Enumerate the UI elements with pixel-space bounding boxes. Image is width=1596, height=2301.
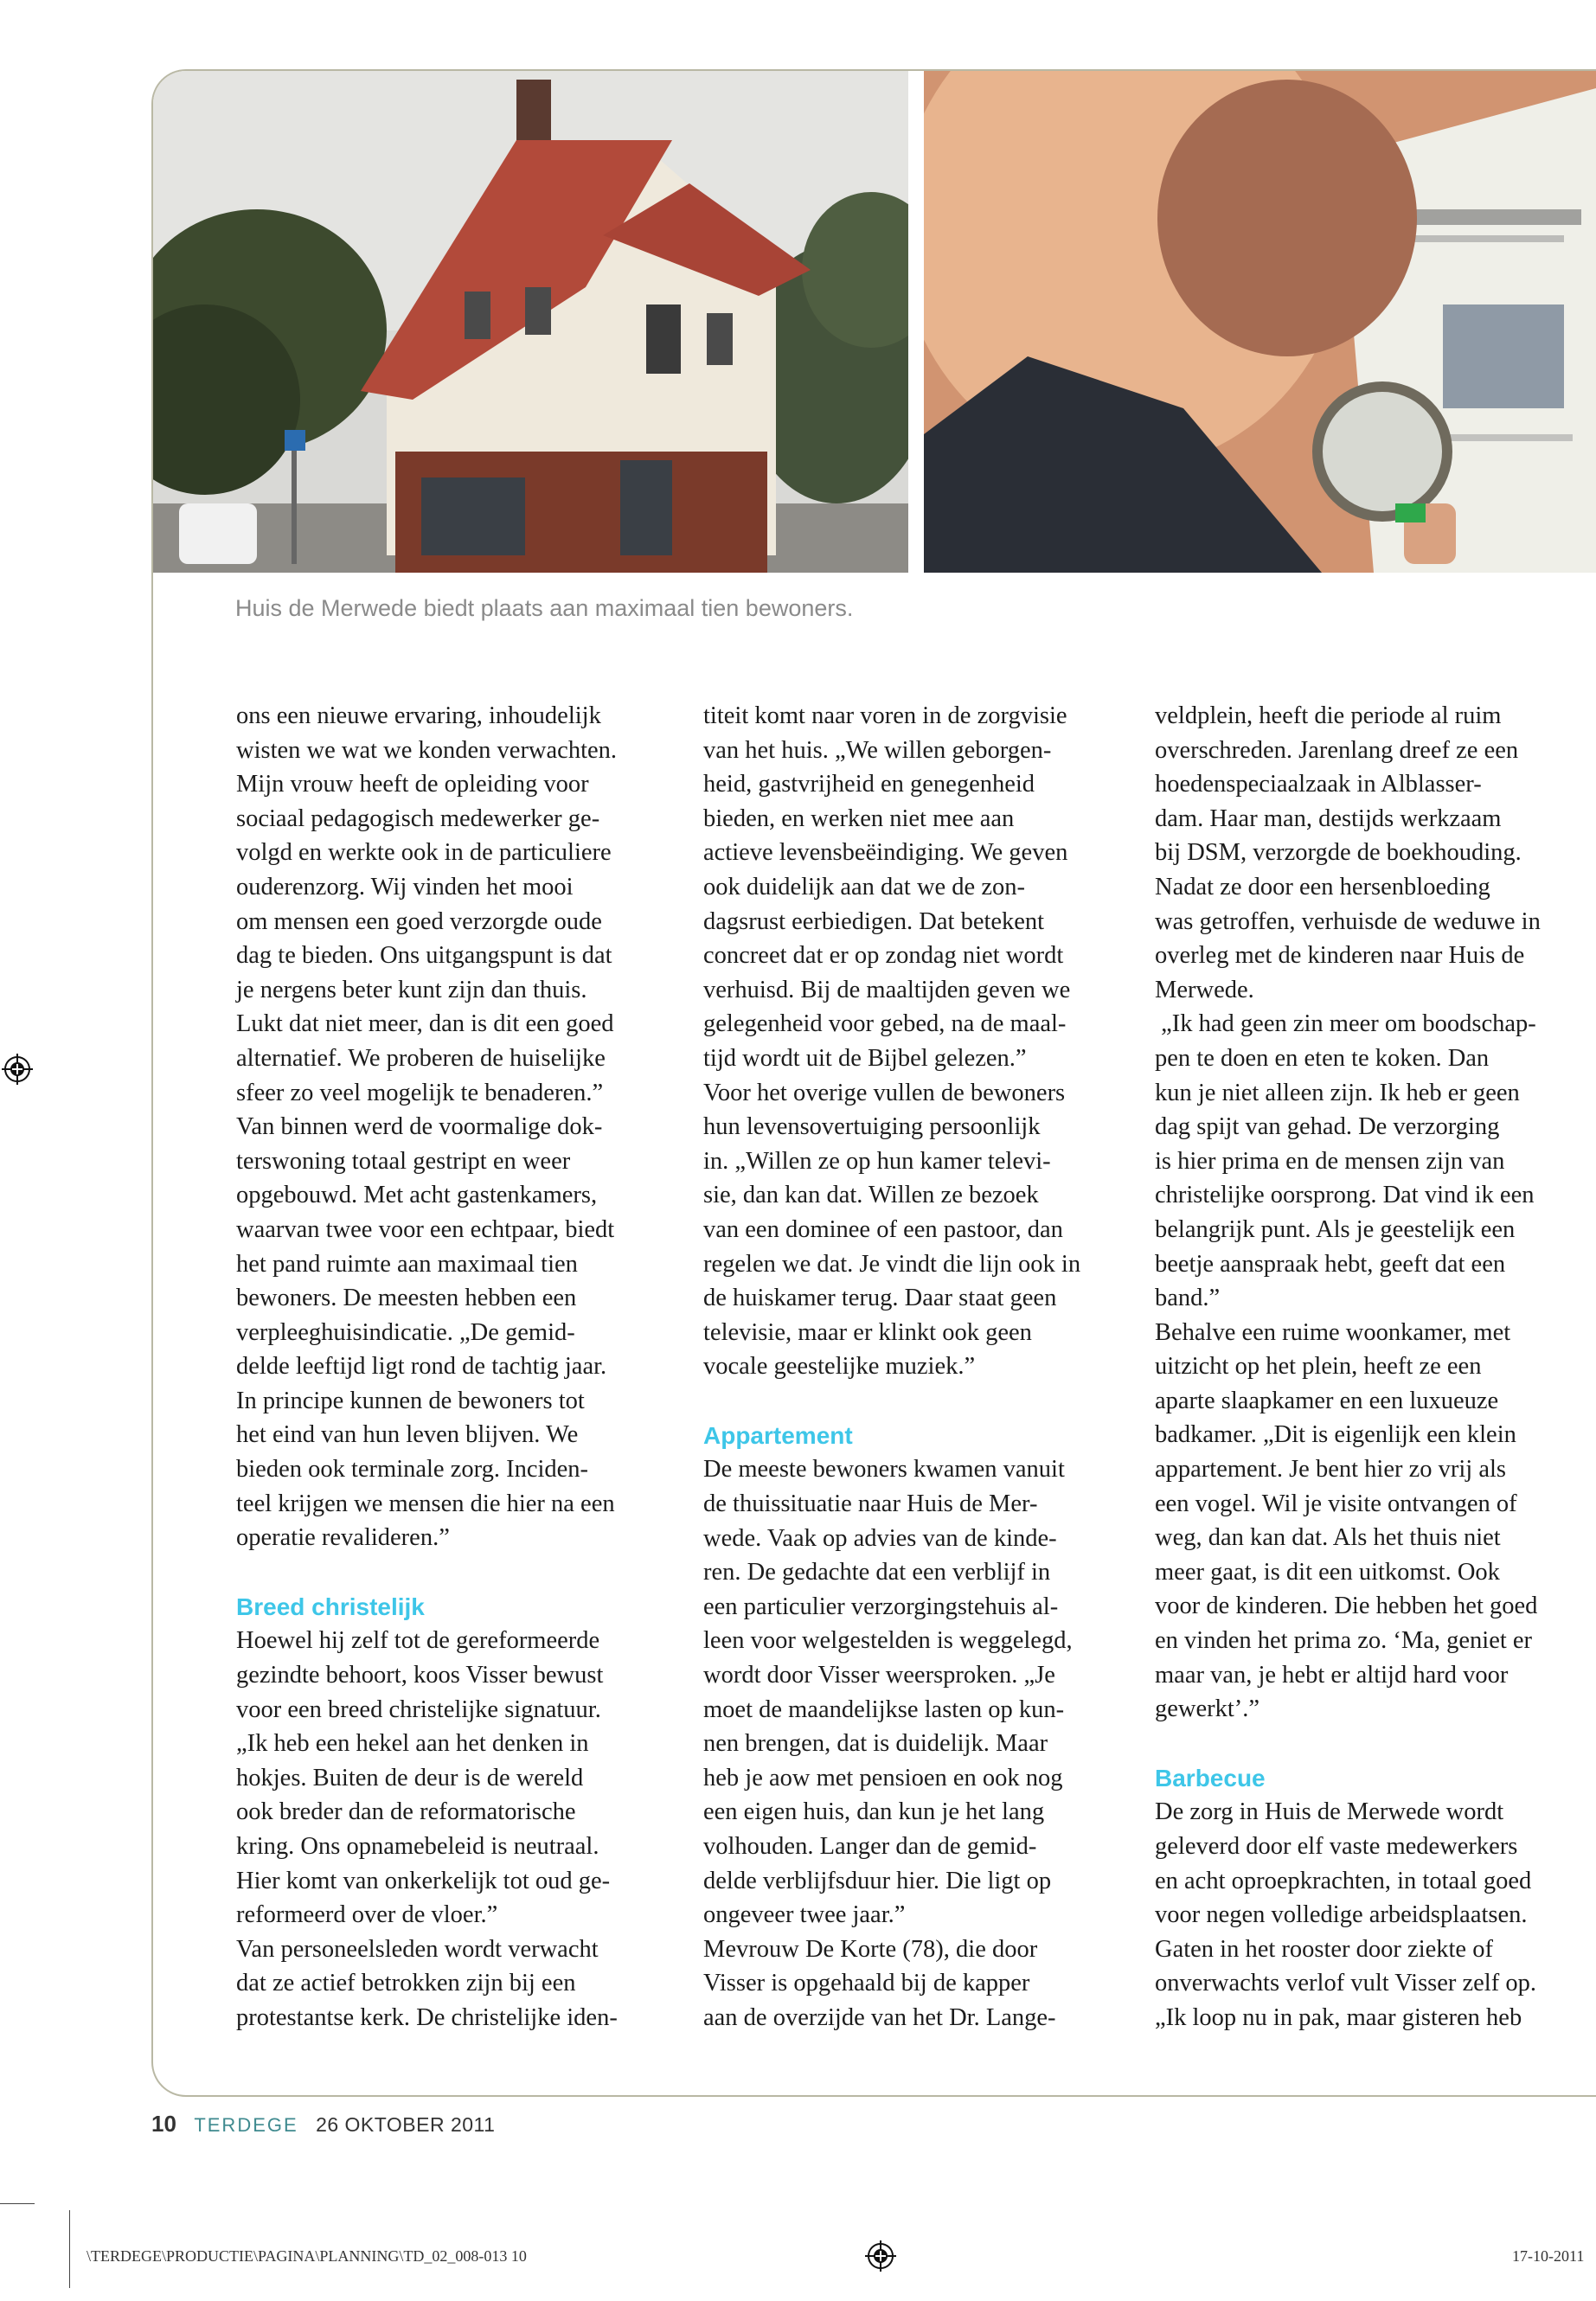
text-line: van een dominee of een pastoor, dan: [703, 1215, 1063, 1243]
page-number: 10: [151, 2111, 176, 2137]
text-line: wordt door Visser weersproken. „Je: [703, 1662, 1055, 1689]
text-line: en vinden het prima zo. ‘Ma, geniet er: [1155, 1627, 1533, 1655]
text-line: waarvan twee voor een echtpaar, biedt: [236, 1215, 615, 1243]
text-line: voor de kinderen. Die hebben het goed: [1155, 1593, 1538, 1620]
text-line: Behalve een ruime woonkamer, met: [1155, 1318, 1511, 1346]
text-line: voor negen volledige arbeidsplaatsen.: [1155, 1901, 1528, 1929]
text-line: hun levensovertuiging persoonlijk: [703, 1113, 1041, 1141]
text-line: Lukt dat niet meer, dan is dit een goed: [236, 1010, 614, 1038]
text-line: Van personeelsleden wordt verwacht: [236, 1935, 599, 1963]
text-line: band.”: [1155, 1285, 1221, 1312]
text-line: onverwachts verlof vult Visser zelf op.: [1155, 1970, 1536, 1997]
text-line: concreet dat er op zondag niet wordt: [703, 942, 1064, 970]
body-paragraph: [236, 1624, 677, 2035]
text-line: bieden, en werken niet mee aan: [703, 804, 1015, 832]
text-line: om mensen een goed verzorgde oude: [236, 907, 602, 935]
text-line: verhuisd. Bij de maaltijden geven we: [703, 976, 1071, 1003]
text-line: terswoning totaal gestript en weer: [236, 1147, 571, 1175]
text-line: volhouden. Langer dan de gemid-: [703, 1833, 1037, 1860]
crop-mark: [69, 2210, 70, 2288]
issue-date: 26 OKTOBER 2011: [316, 2113, 496, 2136]
text-line: beetje aanspraak hebt, geeft dat een: [1155, 1250, 1506, 1278]
paragraph-gap: [1155, 1727, 1596, 1761]
text-line: voor een breed christelijke signatuur.: [236, 1695, 601, 1723]
text-line: bieden ook terminale zorg. Inciden-: [236, 1456, 589, 1484]
text-line: bewoners. De meesten hebben een: [236, 1285, 577, 1312]
text-line: De zorg in Huis de Merwede wordt: [1155, 1798, 1504, 1826]
text-line: kun je niet alleen zijn. Ik heb er geen: [1155, 1079, 1520, 1106]
text-line: delde verblijfsduur hier. Die ligt op: [703, 1867, 1052, 1894]
body-paragraph: [703, 1452, 1144, 2035]
text-line: hokjes. Buiten de deur is de wereld: [236, 1764, 584, 1791]
body-paragraph: [236, 699, 677, 1555]
text-line: operatie revalideren.”: [236, 1524, 450, 1552]
text-line: ren. De gedachte dat een verblijf in: [703, 1559, 1051, 1586]
section-subheading: Barbecue: [1155, 1764, 1266, 1791]
text-line: Van binnen werd de voormalige dok-: [236, 1113, 603, 1141]
text-line: In principe kunnen de bewoners tot: [236, 1387, 585, 1414]
text-line: De meeste bewoners kwamen vanuit: [703, 1456, 1065, 1484]
text-line: aan de overzijde van het Dr. Lange-: [703, 2003, 1056, 2031]
text-line: is hier prima en de mensen zijn van: [1155, 1147, 1505, 1175]
body-paragraph: [1155, 699, 1596, 1727]
text-line: moet de maandelijkse lasten op kun-: [703, 1695, 1065, 1723]
text-line: alternatief. We proberen de huiselijke: [236, 1044, 606, 1072]
production-slug: \TERDEGE\PRODUCTIE\PAGINA\PLANNING\TD_02_008-013 10: [87, 2247, 527, 2265]
text-line: protestantse kerk. De christelijke iden-: [236, 2003, 618, 2031]
text-line: en acht oproepkrachten, in totaal goed: [1155, 1867, 1532, 1894]
text-line: opgebouwd. Met acht gastenkamers,: [236, 1182, 598, 1209]
text-line: Mevrouw De Korte (78), die door: [703, 1935, 1038, 1963]
text-line: een eigen huis, dan kun je het lang: [703, 1798, 1045, 1826]
body-paragraph: [703, 699, 1144, 1384]
text-line: dat ze actief betrokken zijn bij een: [236, 1970, 576, 1997]
reader-photo: [924, 71, 1596, 573]
text-line: gewerkt’.”: [1155, 1695, 1260, 1723]
text-line: ook duidelijk aan dat we de zon-: [703, 873, 1025, 901]
text-line: ongeveer twee jaar.”: [703, 1901, 906, 1929]
text-line: verpleeghuisindicatie. „De gemid-: [236, 1318, 575, 1346]
crop-mark: [0, 2203, 35, 2204]
text-line: aparte slaapkamer en een luxueuze: [1155, 1387, 1499, 1414]
text-line: ons een nieuwe ervaring, inhoudelijk: [236, 702, 601, 729]
text-line: gezindte behoort, koos Visser bewust: [236, 1662, 604, 1689]
text-line: tijd wordt uit de Bijbel gelezen.”: [703, 1044, 1027, 1072]
text-line: Merwede.: [1155, 976, 1254, 1003]
section-subheading: Breed christelijk: [236, 1593, 425, 1620]
text-line: ook breder dan de reformatorische: [236, 1798, 576, 1826]
text-line: overleg met de kinderen naar Huis de: [1155, 942, 1525, 970]
house-illustration: [153, 71, 908, 573]
text-line: een vogel. Wil je visite ontvangen of: [1155, 1490, 1517, 1517]
text-line: van het huis. „We willen geborgen-: [703, 736, 1052, 764]
text-line: het eind van hun leven blijven. We: [236, 1421, 579, 1449]
text-line: dag spijt van gehad. De verzorging: [1155, 1113, 1500, 1141]
text-line: was getroffen, verhuisde de weduwe in: [1155, 907, 1541, 935]
text-line: Gaten in het rooster door ziekte of: [1155, 1935, 1493, 1963]
text-line: wede. Vaak op advies van de kinde-: [703, 1524, 1057, 1552]
text-line: appartement. Je bent hier zo vrij als: [1155, 1456, 1506, 1484]
text-line: pen te doen en eten te koken. Dan: [1155, 1044, 1490, 1072]
text-line: televisie, maar er klinkt ook geen: [703, 1318, 1032, 1346]
text-line: sociaal pedagogisch medewerker ge-: [236, 804, 600, 832]
text-line: Hier komt van onkerkelijk tot oud ge-: [236, 1867, 611, 1894]
paragraph-gap: [703, 1384, 1144, 1419]
registration-mark-icon: [2, 1054, 33, 1085]
text-line: Visser is opgehaald bij de kapper: [703, 1970, 1030, 1997]
text-line: weg, dan kan dat. Als het thuis niet: [1155, 1524, 1501, 1552]
text-line: Voor het overige vullen de bewoners: [703, 1079, 1066, 1106]
text-line: je nergens beter kunt zijn dan thuis.: [236, 976, 587, 1003]
text-line: delde leeftijd ligt rond de tachtig jaar.: [236, 1353, 607, 1381]
text-column-1: [236, 699, 677, 2035]
text-line: heid, gastvrijheid en genegenheid: [703, 771, 1035, 798]
text-line: veldplein, heeft die periode al ruim: [1155, 702, 1502, 729]
text-line: titeit komt naar voren in de zorgvisie: [703, 702, 1067, 729]
text-line: actieve levensbeëindiging. We geven: [703, 839, 1068, 867]
text-line: het pand ruimte aan maximaal tien: [236, 1250, 578, 1278]
paragraph-gap: [236, 1555, 677, 1590]
text-line: meer gaat, is dit een uitkomst. Ook: [1155, 1558, 1500, 1586]
production-date: 17-10-2011: [1512, 2247, 1585, 2265]
text-line: uitzicht op het plein, heeft ze een: [1155, 1353, 1482, 1381]
page-footer: [151, 2111, 495, 2138]
text-column-3: [1155, 699, 1596, 2035]
text-line: kring. Ons opnamebeleid is neutraal.: [236, 1833, 599, 1860]
text-line: dag te bieden. Ons uitgangspunt is dat: [236, 942, 612, 970]
text-line: heb je aow met pensioen en ook nog: [703, 1764, 1063, 1791]
text-line: „Ik had geen zin meer om boodschap-: [1155, 1010, 1536, 1038]
text-line: maar van, je hebt er altijd hard voor: [1155, 1661, 1509, 1689]
text-column-2: [703, 699, 1144, 2035]
text-line: dam. Haar man, destijds werkzaam: [1155, 804, 1502, 832]
text-line: reformeerd over de vloer.”: [236, 1901, 498, 1929]
text-line: leen voor welgestelden is weggelegd,: [703, 1627, 1073, 1655]
text-line: ouderenzorg. Wij vinden het mooi: [236, 873, 574, 901]
text-line: gelegenheid voor gebed, na de maal-: [703, 1010, 1067, 1038]
text-line: overschreden. Jarenlang dreef ze een: [1155, 736, 1519, 764]
text-line: Mijn vrouw heeft de opleiding voor: [236, 771, 589, 798]
text-line: sie, dan kan dat. Willen ze bezoek: [703, 1182, 1039, 1209]
text-line: Hoewel hij zelf tot de gereformeerde: [236, 1627, 600, 1655]
text-line: volgd en werkte ook in de particuliere: [236, 839, 612, 867]
house-photo: [153, 71, 908, 573]
magazine-name: TERDEGE: [194, 2114, 298, 2136]
text-line: dagsrust eerbiedigen. Dat betekent: [703, 907, 1045, 935]
text-line: belangrijk punt. Als je geestelijk een: [1155, 1215, 1516, 1243]
text-line: de thuissituatie naar Huis de Mer-: [703, 1490, 1038, 1518]
text-line: in. „Willen ze op hun kamer televi-: [703, 1147, 1051, 1175]
text-line: „Ik heb een hekel aan het denken in: [236, 1730, 589, 1758]
text-line: Nadat ze door een hersenbloeding: [1155, 873, 1490, 901]
reader-illustration: [924, 71, 1596, 573]
text-line: bij DSM, verzorgde de boekhouding.: [1155, 839, 1522, 867]
text-line: geleverd door elf vaste medewerkers: [1155, 1833, 1518, 1860]
registration-mark-icon: [865, 2240, 896, 2272]
text-line: vocale geestelijke muziek.”: [703, 1353, 976, 1381]
text-line: christelijke oorsprong. Dat vind ik een: [1155, 1182, 1535, 1209]
text-line: „Ik loop nu in pak, maar gisteren heb: [1155, 2003, 1522, 2031]
text-line: regelen we dat. Je vindt die lijn ook in: [703, 1250, 1081, 1278]
text-line: een particulier verzorgingstehuis al-: [703, 1593, 1059, 1620]
text-line: nen brengen, dat is duidelijk. Maar: [703, 1730, 1048, 1758]
text-line: sfeer zo veel mogelijk te benaderen.”: [236, 1079, 604, 1106]
section-subheading: Appartement: [703, 1421, 853, 1449]
text-line: wisten we wat we konden verwachten.: [236, 736, 618, 764]
photo-caption: Huis de Merwede biedt plaats aan maximaal tien bewoners.: [235, 595, 854, 621]
text-line: teel krijgen we mensen die hier na een: [236, 1490, 615, 1517]
text-line: hoedenspeciaalzaak in Alblasser-: [1155, 771, 1482, 798]
text-line: de huiskamer terug. Daar staat geen: [703, 1285, 1057, 1312]
body-paragraph: [1155, 1795, 1596, 2035]
text-line: badkamer. „Dit is eigenlijk een klein: [1155, 1421, 1516, 1449]
